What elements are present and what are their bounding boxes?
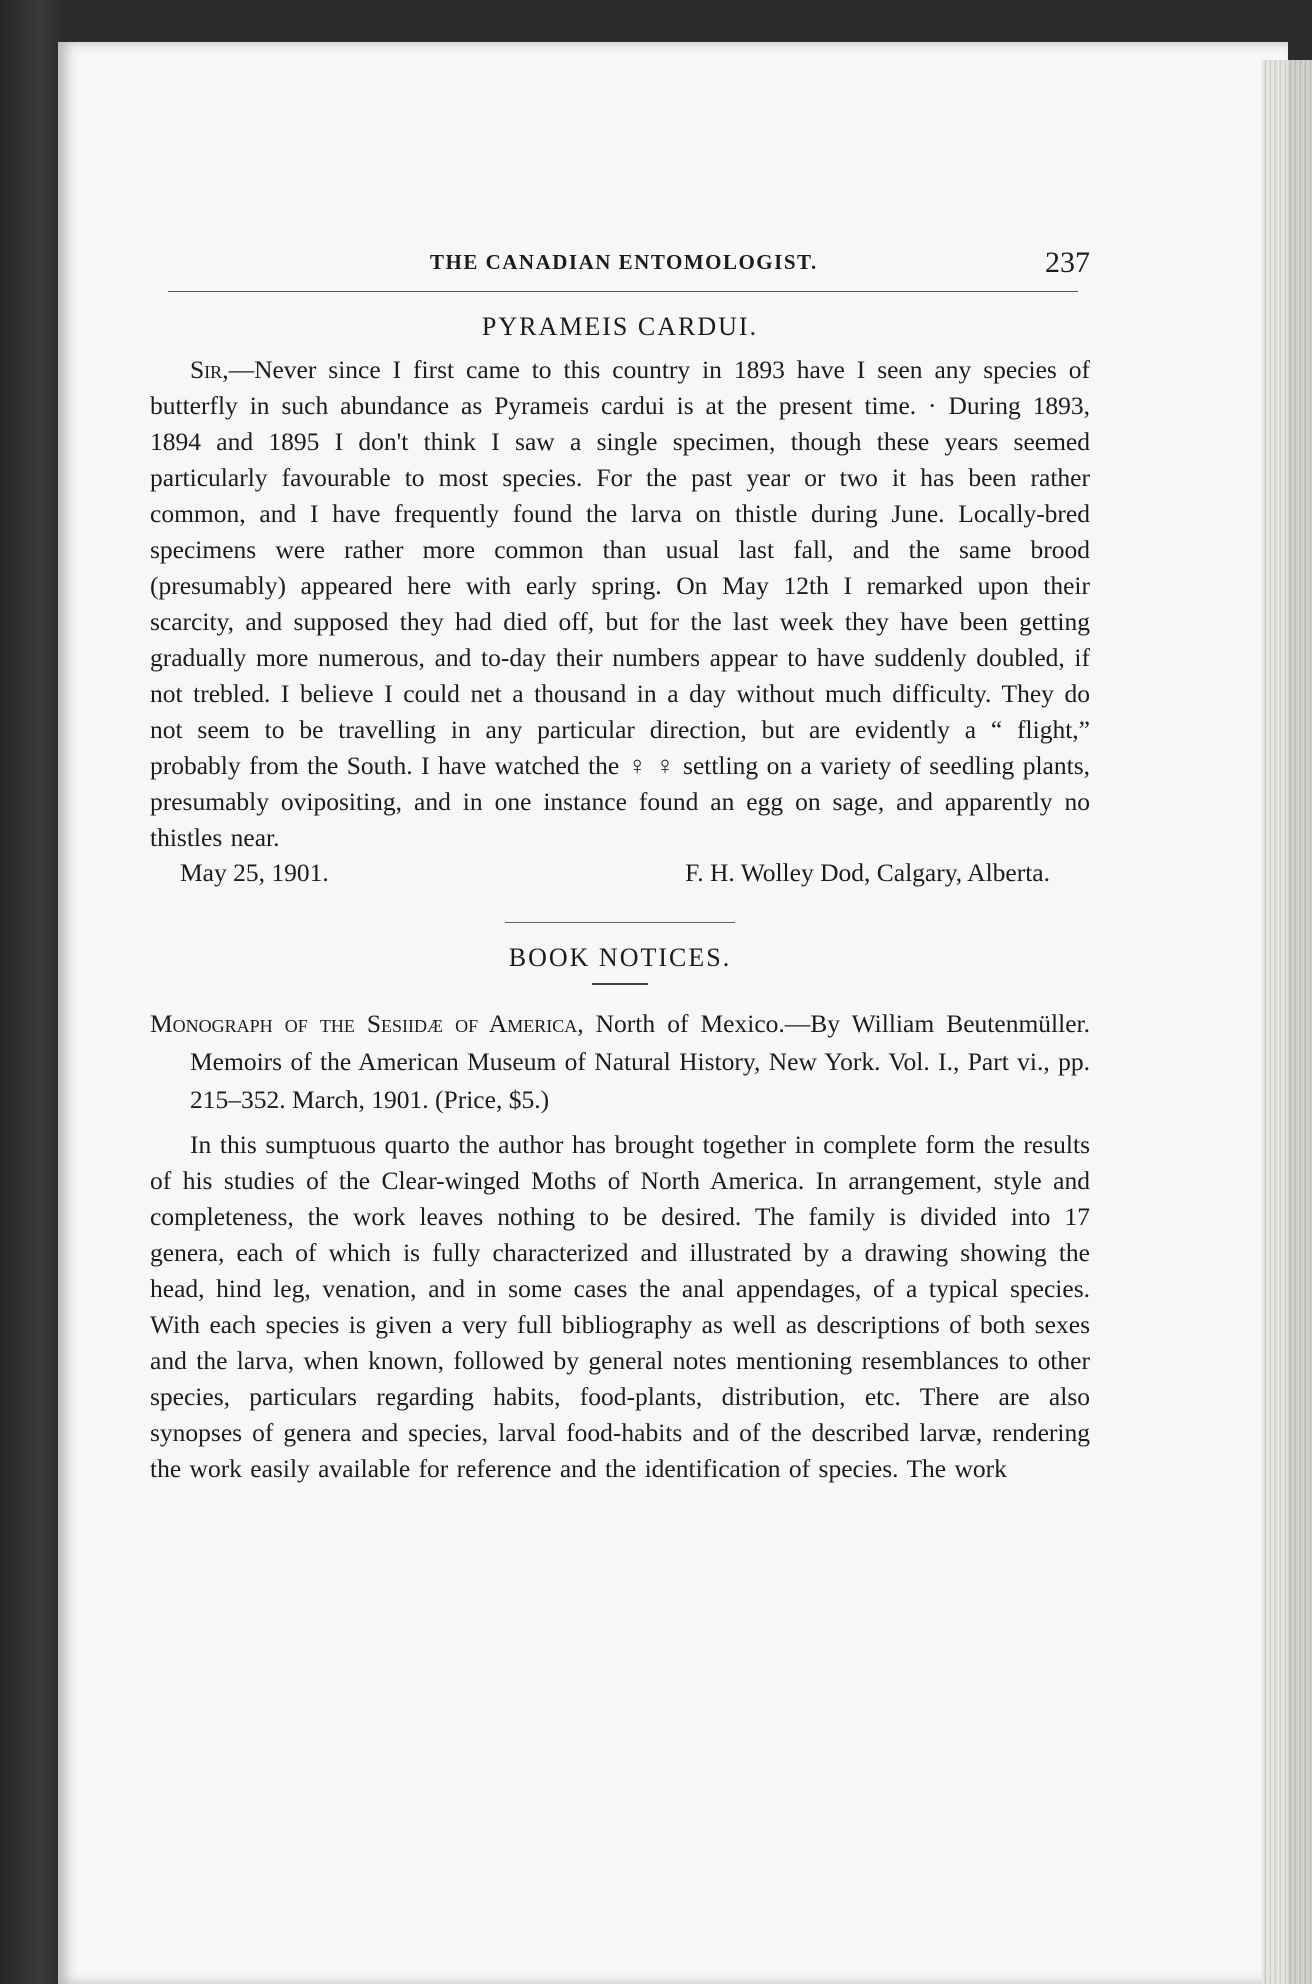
article-text: ,—Never since I first came to this country in 1893 have I seen any species of butterfly in such abundance as Pyrameis cardui is at the present time. · During 1893, 1894 and 1895 I don't think I saw a single specimen, though these years seemed particularly favourable to most species. For the past year or two it has been rather common, and I have frequently found the larva on thistle during June. Locally-bred specimens were rather more common than usual last fall, and the same brood (presumably) appeared here with early spring. On May 12th I remarked upon their scarcity, and supposed they had died off, but for the last week they have been getting gradually more numerous, and to-day their numbers appear to have suddenly doubled, if not trebled. I believe I could net a thousand in a day without much difficulty. They do not seem to be travelling in any particular direction, but are evidently a “ flight,” probably from the South. I have watched the ♀ ♀ settling on a variety of seedling plants, presumably ovipositing, and in one instance found an egg on sage, and apparently no thistles near. <box>150 355 1090 852</box>
citation-details: , North of Mexico.—By William Beutenmüller. Memoirs of the American Museum of Natural History, New York. Vol. I., Part vi., pp. 215–352. March, 1901. (Price, $5.) <box>190 1009 1090 1114</box>
author-signature: F. H. Wolley Dod, Calgary, Alberta. <box>685 858 1050 887</box>
citation-title: Monograph of the Sesiidæ of America <box>150 1009 578 1038</box>
review-text: In this sumptuous quarto the author has brought together in complete form the results of his studies of the Clear-winged Moths of North America. In arrangement, style and completeness, the work leaves nothing to be desired. The family is divided into 17 genera, each of which is fully characterized and illustrated by a drawing showing the head, hind leg, venation, and in some cases the anal appendages, of a typical species. With each species is given a very full bibliography as well as descriptions of both sexes and the larva, when known, followed by general notes mentioning resemblances to other species, particulars regarding habits, food-plants, distribution, etc. There are also synopses of genera and species, larval food-habits and of the described larvæ, rendering the work easily available for reference and the identification of species. The work <box>150 1130 1090 1483</box>
page-content <box>150 240 1090 1487</box>
section-heading: BOOK NOTICES. <box>508 943 732 972</box>
article-body <box>150 352 1090 856</box>
journal-title: THE CANADIAN ENTOMOLOGIST. <box>430 250 818 274</box>
article-title: PYRAMEIS CARDUI. <box>481 312 759 341</box>
section-divider <box>505 922 735 923</box>
page-number: 237 <box>1045 246 1090 279</box>
letter-date: May 25, 1901. <box>180 858 329 887</box>
signature-line <box>150 858 1090 898</box>
salutation: Sir <box>190 355 223 384</box>
page-edges <box>1262 60 1312 1984</box>
heading-rule <box>592 983 648 985</box>
running-head <box>150 240 1090 292</box>
book-citation <box>150 1005 1090 1119</box>
header-rule <box>168 291 1078 292</box>
